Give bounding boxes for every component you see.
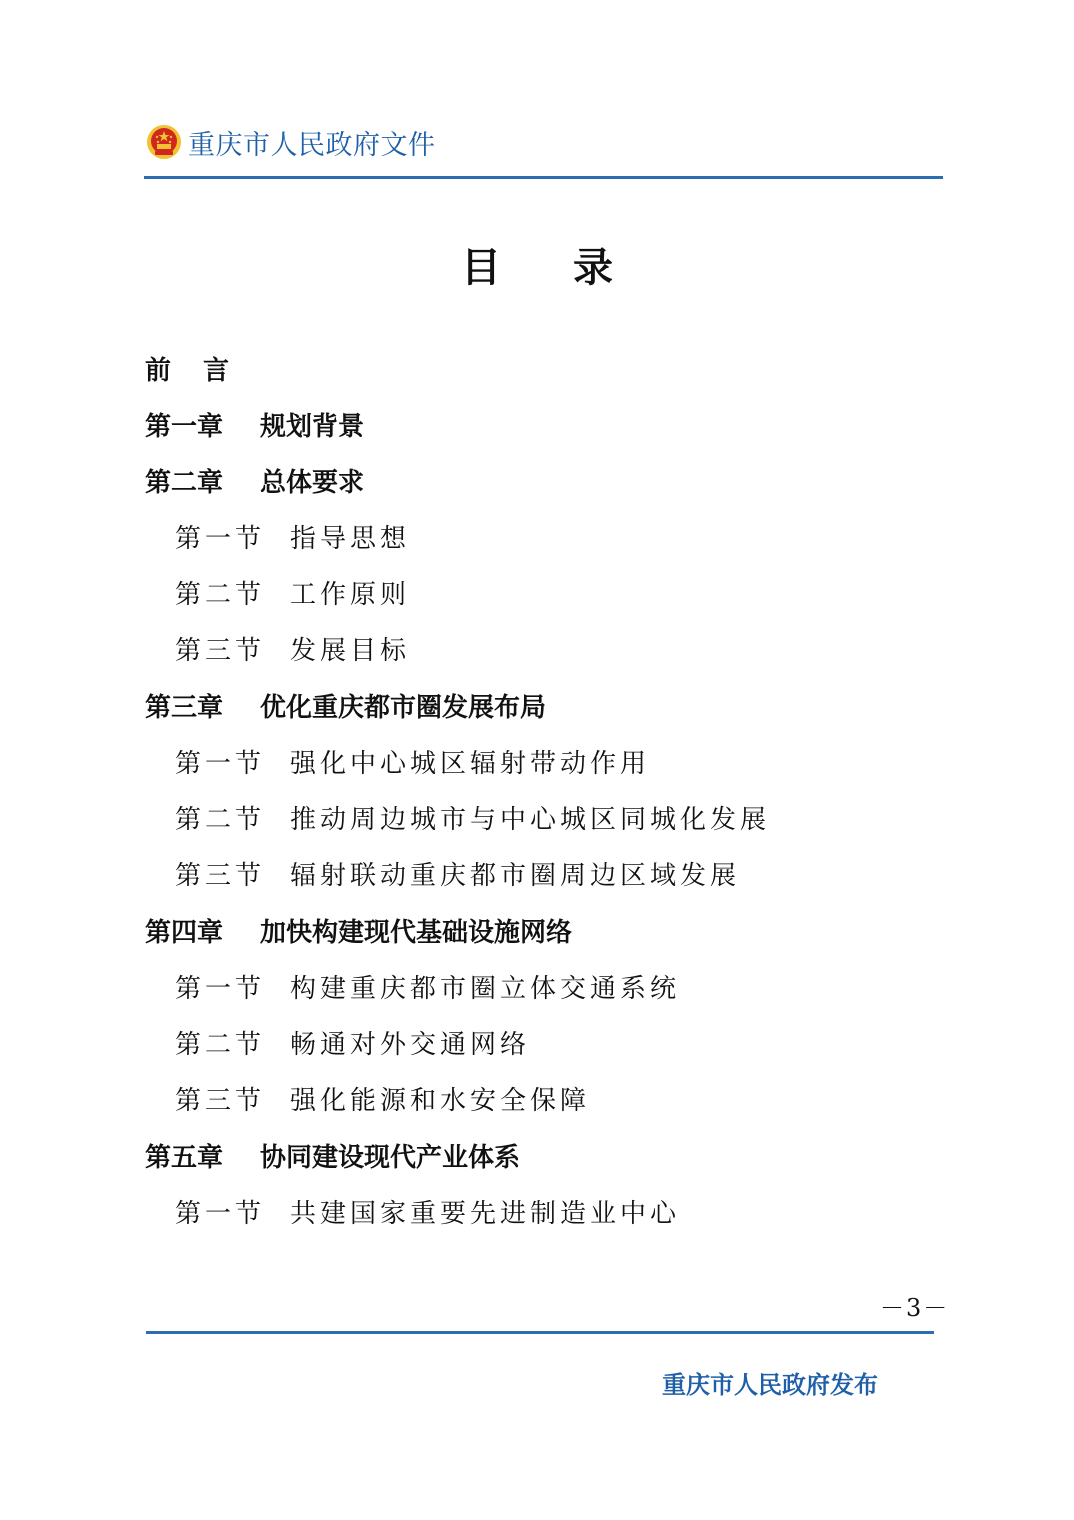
toc-entry-section[interactable] [175, 638, 410, 664]
toc-entry-section[interactable] [175, 1201, 680, 1227]
page-number: －3－ [880, 1294, 950, 1322]
toc-entry-number: 第三节 [175, 636, 266, 666]
toc-entry-number: 前言 [145, 356, 262, 386]
toc-entry-number: 第二章 [145, 468, 224, 498]
toc-entry-text: 强化能源和水安全保障 [290, 1086, 591, 1116]
toc-entry-number: 第一节 [175, 1199, 266, 1229]
toc-entry-number: 第四章 [145, 918, 224, 948]
toc-entry-text: 辐射联动重庆都市圈周边区域发展 [290, 861, 741, 891]
national-emblem-icon [146, 124, 182, 160]
header-divider [144, 176, 943, 179]
toc-entry-number: 第二节 [175, 580, 266, 610]
toc-entry-text: 构建重庆都市圈立体交通系统 [290, 974, 681, 1004]
toc-entry-text: 发展目标 [290, 636, 411, 666]
toc-entry-chapter[interactable] [145, 1145, 520, 1171]
toc-entry-section[interactable] [175, 1032, 530, 1058]
document-header [146, 120, 436, 164]
toc-entry-number: 第一节 [175, 974, 266, 1004]
toc-entry-text: 协同建设现代产业体系 [260, 1143, 521, 1173]
toc-entry-text: 总体要求 [260, 468, 365, 498]
toc-entry-number: 第三章 [145, 693, 224, 723]
toc-entry-text: 畅通对外交通网络 [290, 1030, 531, 1060]
toc-entry-section[interactable] [175, 751, 650, 777]
toc-entry-section[interactable] [175, 1088, 590, 1114]
toc-entry-text: 强化中心城区辐射带动作用 [290, 749, 651, 779]
toc-entry-text: 规划背景 [260, 412, 365, 442]
toc-entry-number: 第一节 [175, 749, 266, 779]
toc-entry-text: 共建国家重要先进制造业中心 [290, 1199, 681, 1229]
toc-entry-number: 第二节 [175, 1030, 266, 1060]
toc-entry-number: 第三节 [175, 1086, 266, 1116]
toc-entry-text: 优化重庆都市圈发展布局 [260, 693, 547, 723]
toc-title-char: 录 [573, 244, 613, 291]
toc-entry-preface[interactable] [145, 358, 260, 384]
toc-entry-section[interactable] [175, 976, 680, 1002]
toc-entry-section[interactable] [175, 863, 740, 889]
toc-entry-chapter[interactable] [145, 920, 572, 946]
toc-entry-section[interactable] [175, 582, 410, 608]
toc-entry-section[interactable] [175, 807, 770, 833]
footer-publisher: 重庆市人民政府发布 [662, 1370, 878, 1399]
toc-entry-number: 第三节 [175, 861, 266, 891]
footer-divider [146, 1331, 934, 1334]
toc-entry-chapter[interactable] [145, 695, 546, 721]
toc-entry-chapter[interactable] [145, 414, 364, 440]
toc-title-char: 目 [461, 244, 501, 291]
toc-entry-number: 第一节 [175, 524, 266, 554]
toc-title [0, 236, 1074, 293]
header-title: 重庆市人民政府文件 [188, 129, 436, 161]
toc-entry-section[interactable] [175, 526, 410, 552]
toc-entry-number: 第五章 [145, 1143, 224, 1173]
toc-entry-text: 指导思想 [290, 524, 411, 554]
toc-entry-text: 工作原则 [290, 580, 411, 610]
toc-entry-number: 第一章 [145, 412, 224, 442]
toc-entry-text: 加快构建现代基础设施网络 [260, 918, 573, 948]
toc-entry-text: 推动周边城市与中心城区同城化发展 [290, 805, 771, 835]
toc-entry-number: 第二节 [175, 805, 266, 835]
toc-entry-chapter[interactable] [145, 470, 364, 496]
